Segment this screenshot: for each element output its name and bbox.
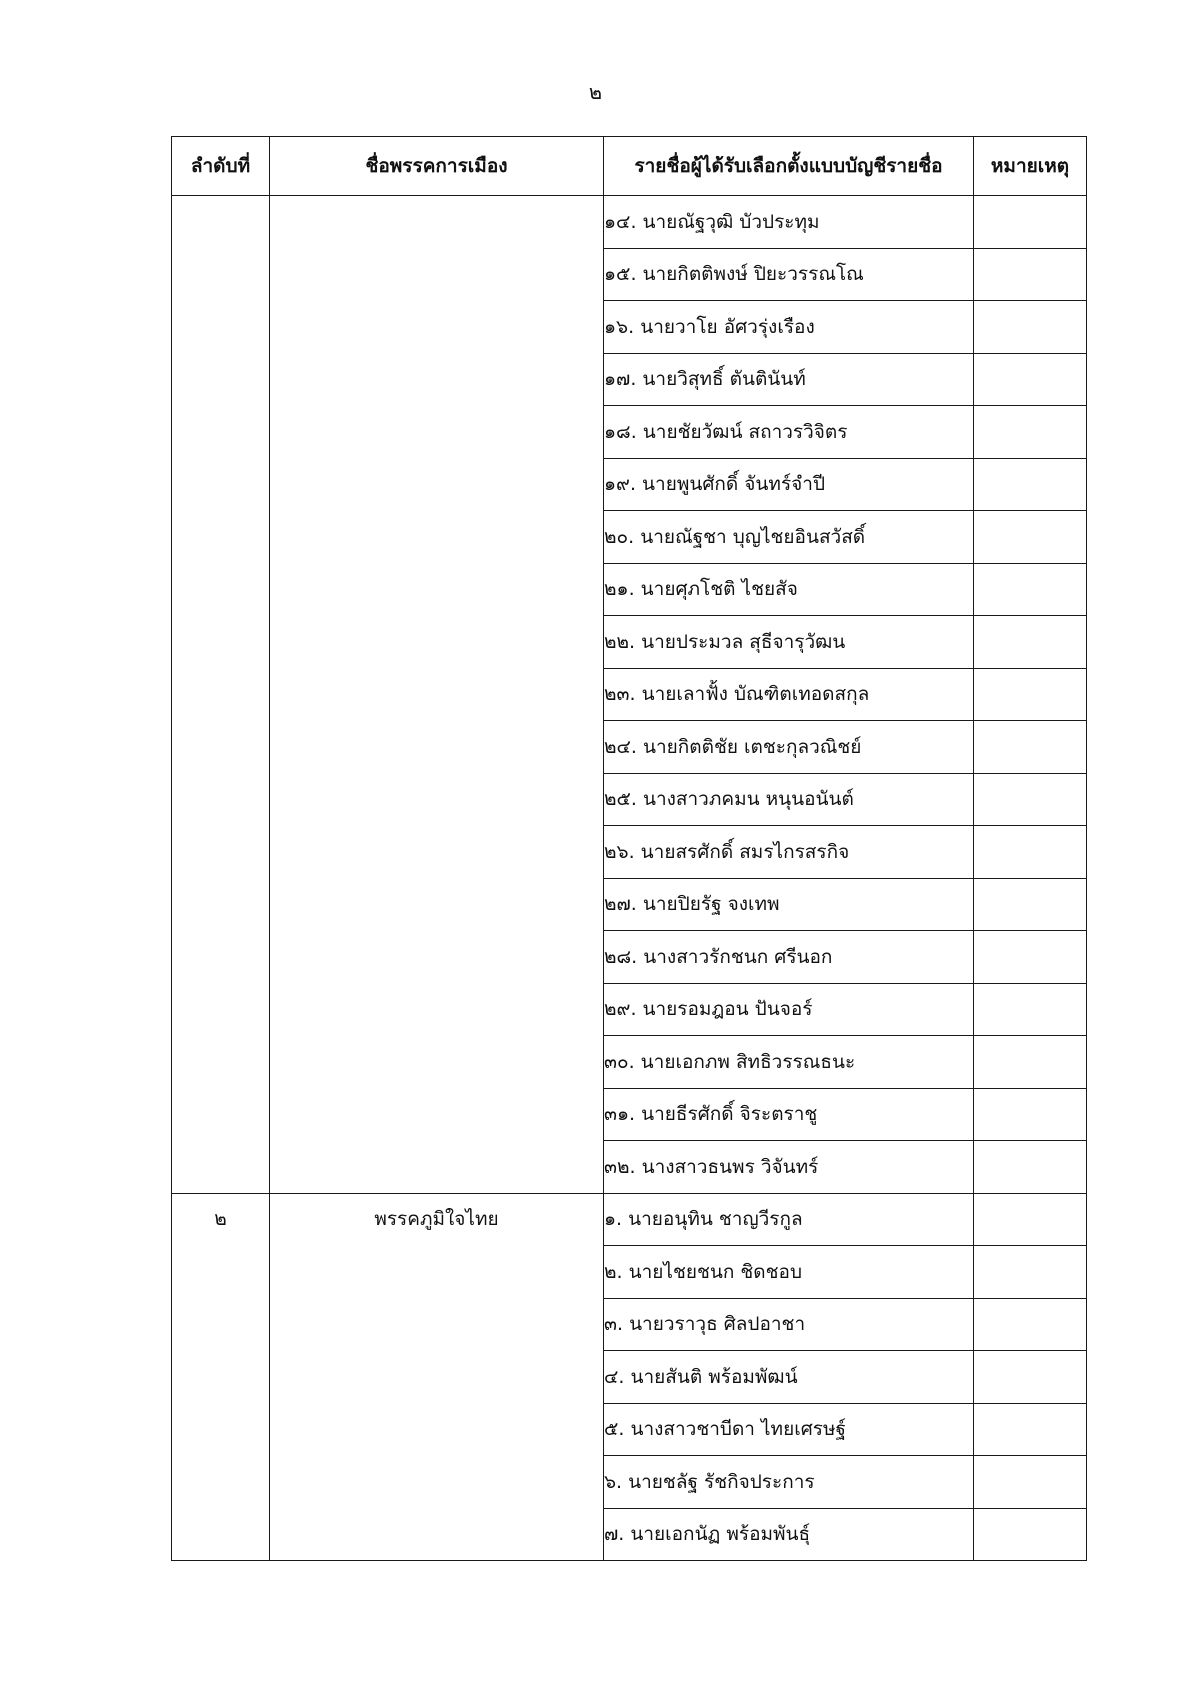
- candidate-name: ๔. นายสันติ พร้อมพัฒน์: [604, 1351, 974, 1404]
- header-candidates: รายชื่อผู้ได้รับเลือกตั้งแบบบัญชีรายชื่อ: [604, 137, 974, 196]
- party-group-bhumjaithai: [172, 1193, 1087, 1561]
- candidate-name: ๑. นายอนุทิน ชาญวีรกูล: [604, 1193, 974, 1246]
- remark-cell: [974, 1298, 1087, 1351]
- candidate-name: ๒๕. นางสาวภคมน หนุนอนันต์: [604, 773, 974, 826]
- table-row: [172, 196, 1087, 249]
- remark-cell: [974, 931, 1087, 984]
- header-row: [172, 137, 1087, 196]
- party-group-continued: [172, 196, 1087, 1194]
- candidate-name: ๓๑. นายธีรศักดิ์ จิระตราชู: [604, 1088, 974, 1141]
- remark-cell: [974, 1193, 1087, 1246]
- candidate-name: ๒๑. นายศุภโชติ ไชยสัจ: [604, 563, 974, 616]
- candidate-name: ๑๙. นายพูนศักดิ์ จันทร์จำปี: [604, 458, 974, 511]
- candidate-name: ๑๘. นายชัยวัฒน์ สถาวรวิจิตร: [604, 406, 974, 459]
- remark-cell: [974, 721, 1087, 774]
- candidate-name: ๖. นายชลัฐ รัชกิจประการ: [604, 1456, 974, 1509]
- candidate-name: ๑๗. นายวิสุทธิ์ ตันตินันท์: [604, 353, 974, 406]
- candidate-name: ๒. นายไชยชนก ชิดชอบ: [604, 1246, 974, 1299]
- remark-cell: [974, 1508, 1087, 1561]
- remark-cell: [974, 511, 1087, 564]
- remark-cell: [974, 1036, 1087, 1089]
- candidate-name: ๑๖. นายวาโย อัศวรุ่งเรือง: [604, 301, 974, 354]
- header-remark: หมายเหตุ: [974, 137, 1087, 196]
- party-name: พรรคภูมิใจไทย: [374, 1207, 499, 1230]
- seq-number: [172, 196, 269, 206]
- candidate-name: ๓๒. นางสาวธนพร วิจันทร์: [604, 1141, 974, 1194]
- elected-list-table: [171, 136, 1087, 1561]
- seq-cell: [172, 1193, 270, 1561]
- remark-cell: [974, 1141, 1087, 1194]
- candidate-name: ๓. นายวราวุธ ศิลปอาชา: [604, 1298, 974, 1351]
- candidate-name: ๒๐. นายณัฐชา บุญไชยอินสวัสดิ์: [604, 511, 974, 564]
- remark-cell: [974, 616, 1087, 669]
- candidate-name: ๒๗. นายปิยรัฐ จงเทพ: [604, 878, 974, 931]
- candidate-name: ๒๖. นายสรศักดิ์ สมรไกรสรกิจ: [604, 826, 974, 879]
- header-seq: ลำดับที่: [172, 137, 270, 196]
- table-row: [172, 1193, 1087, 1246]
- candidate-name: ๗. นายเอกนัฏ พร้อมพันธุ์: [604, 1508, 974, 1561]
- remark-cell: [974, 301, 1087, 354]
- remark-cell: [974, 773, 1087, 826]
- remark-cell: [974, 563, 1087, 616]
- remark-cell: [974, 668, 1087, 721]
- remark-cell: [974, 1456, 1087, 1509]
- seq-number: ๒: [214, 1207, 227, 1230]
- remark-cell: [974, 878, 1087, 931]
- candidate-name: ๒๔. นายกิตติชัย เตชะกุลวณิชย์: [604, 721, 974, 774]
- page-number: ๒: [588, 80, 603, 104]
- seq-cell: [172, 196, 270, 1194]
- table-header: [172, 137, 1087, 196]
- remark-cell: [974, 1088, 1087, 1141]
- candidate-name: ๕. นางสาวชาบีดา ไทยเศรษฐ์: [604, 1403, 974, 1456]
- party-name: [270, 196, 603, 206]
- candidate-name: ๒๓. นายเลาฟั้ง บัณฑิตเทอดสกุล: [604, 668, 974, 721]
- remark-cell: [974, 406, 1087, 459]
- remark-cell: [974, 196, 1087, 249]
- candidate-name: ๑๔. นายณัฐวุฒิ บัวประทุม: [604, 196, 974, 249]
- remark-cell: [974, 458, 1087, 511]
- remark-cell: [974, 248, 1087, 301]
- candidate-name: ๒๙. นายรอมฎอน ปันจอร์: [604, 983, 974, 1036]
- remark-cell: [974, 353, 1087, 406]
- remark-cell: [974, 1351, 1087, 1404]
- party-cell: [270, 196, 604, 1194]
- candidate-name: ๓๐. นายเอกภพ สิทธิวรรณธนะ: [604, 1036, 974, 1089]
- candidate-name: ๒๘. นางสาวรักชนก ศรีนอก: [604, 931, 974, 984]
- party-cell: [270, 1193, 604, 1561]
- remark-cell: [974, 1246, 1087, 1299]
- header-party: ชื่อพรรคการเมือง: [270, 137, 604, 196]
- remark-cell: [974, 1403, 1087, 1456]
- remark-cell: [974, 826, 1087, 879]
- candidate-name: ๒๒. นายประมวล สุธีจารุวัฒน: [604, 616, 974, 669]
- candidate-name: ๑๕. นายกิตติพงษ์ ปิยะวรรณโณ: [604, 248, 974, 301]
- remark-cell: [974, 983, 1087, 1036]
